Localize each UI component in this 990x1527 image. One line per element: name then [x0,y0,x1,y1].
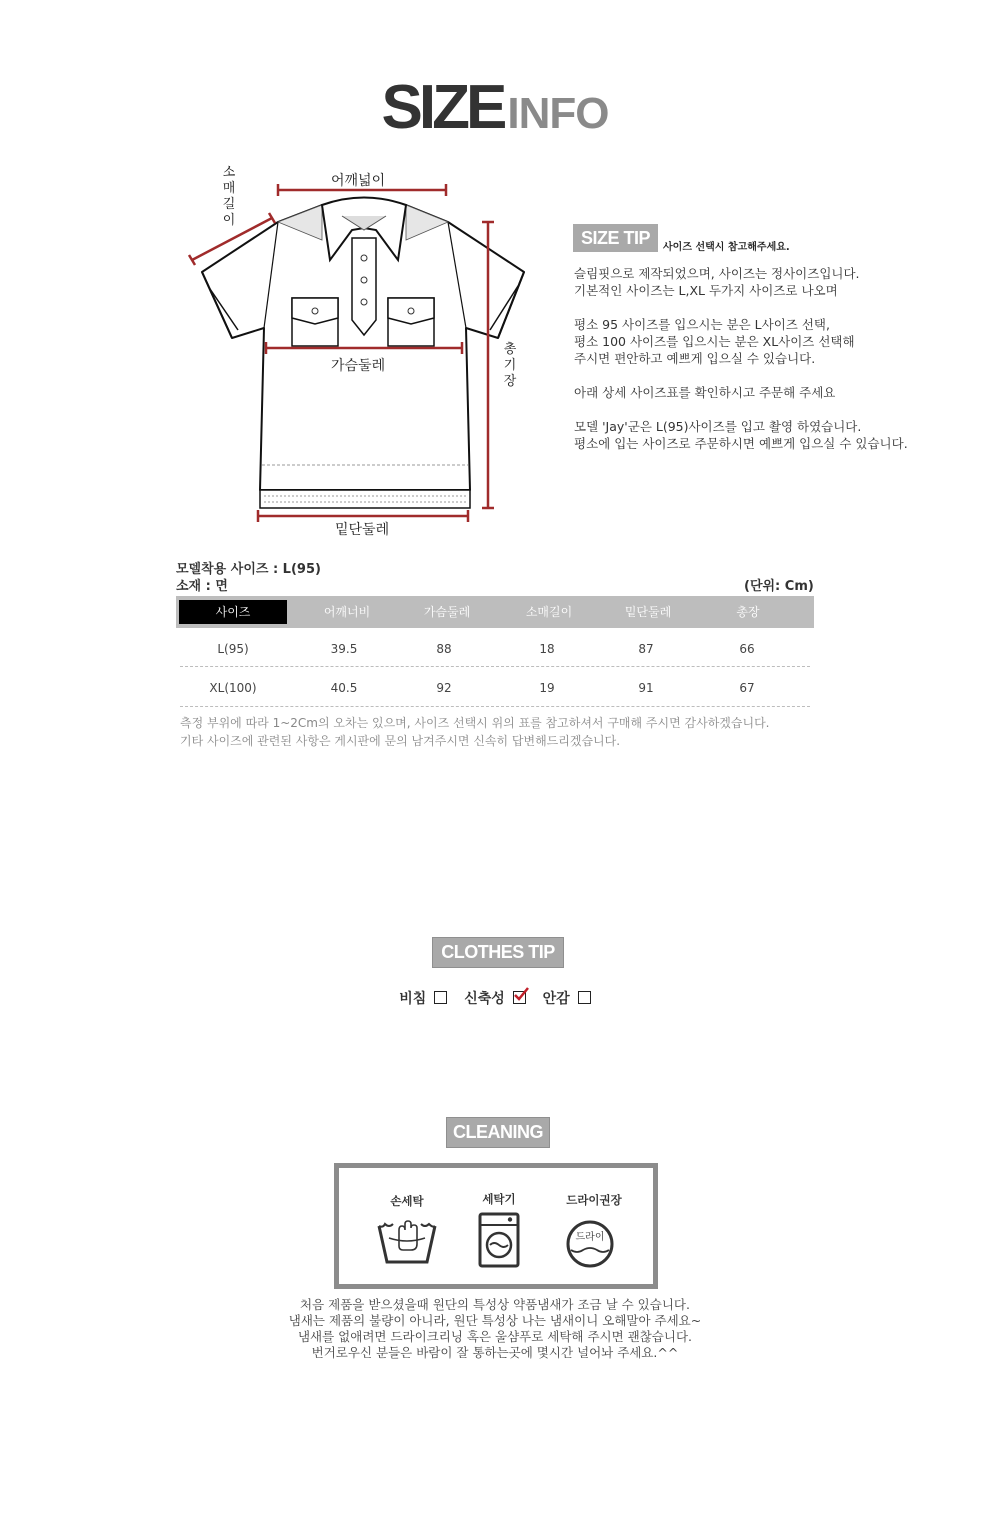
washing-machine-label: 세탁기 [482,1192,516,1206]
dry-clean-icon [563,1218,617,1270]
header-hem: 밑단둘레 [624,605,672,619]
washing-machine-icon [477,1211,521,1269]
row-divider [180,666,810,667]
cleaning-badge: CLEANING [446,1117,550,1148]
size-table-note: 측정 부위에 따라 1~2Cm의 오차는 있으며, 사이즈 선택시 위의 표를 참고하셔서 구매해 주시면 감사하겠습니다. 기타 사이즈에 관련된 사항은 게시판에 문의 남겨주시면 신속히 답변해드리겠습니다. [180,716,770,748]
model-size: 모델착용 사이즈 : L(95) [176,562,321,577]
cleaning-icons-panel [334,1163,658,1289]
check-item-lining: 안감 [543,988,591,1008]
hand-wash-icon [375,1216,439,1266]
cleaning-note: 처음 제품을 받으셨을때 원단의 특성상 약품냄새가 조금 날 수 있습니다. 냄새는 제품의 불량이 아니라, 원단 특성상 나는 냄새이니 오해말아 주세요~ 냄새를 없애려면 드라이크리닝 혹은 울샴푸로 세탁해 주시면 괜찮습니다. 번거로우신 분들은 바람이 잘 통하는곳에 몇시간 널어놔 주세요.^^ [288,1297,702,1360]
label-chest: 가슴둘레 [331,358,386,374]
check-item-stretch: 신축성 [464,988,526,1008]
label-hem: 밑단둘레 [335,522,390,538]
header-shoulder: 어깨너비 [323,605,371,619]
label-sleeve-length: 소 매 길 이 [222,165,236,228]
size-tip-note: 사이즈 선택시 참고해주세요. [663,242,790,253]
size-table-header [176,596,814,628]
table-row: L(95) 39.5 88 18 87 66 [217,642,755,656]
label-shoulder-width: 어깨넓이 [331,173,386,189]
size-tip-badge: SIZE TIP [573,224,658,252]
title-size: SIZE [381,73,504,142]
header-chest: 가슴둘레 [423,605,471,619]
size-tip-text: 슬림핏으로 제작되었으며, 사이즈는 정사이즈입니다. 기본적인 사이즈는 L,XL 두가지 사이즈로 나오며 평소 95 사이즈를 입으시는 분은 L사이즈 선택, 평소 100 사이즈를 입으시는 분은 XL사이즈 선택해 주시면 편안하고 예쁘게 입으실 수 있습니다. 아래 상세 사이즈표를 확인하시고 주문해 주세요 모델 'Jay'군은 L(95)사이즈를 입고 촬영 하였습니다. 평소에 입는 사이즈로 주문하시면 예쁘게 입으실 수 있습니다. [574,266,908,451]
hand-wash-label: 손세탁 [390,1194,424,1208]
clothes-tip-badge: CLOTHES TIP [432,937,564,968]
check-item-transparency: 비침 [399,988,447,1008]
header-sleeve: 소매길이 [525,605,573,619]
dry-clean-icon-text: 드라이 [575,1232,605,1243]
checkbox-icon [578,991,591,1004]
header-size: 사이즈 [179,600,287,624]
header-length: 총장 [736,605,760,619]
page-title [0,72,990,143]
label-total-length: 총 기 장 [503,342,517,389]
row-divider [180,706,810,707]
material: 소재 : 면 [176,579,228,594]
clothes-tip-checks [0,988,990,1008]
dry-clean-label: 드라이권장 [566,1193,622,1207]
model-info [176,561,321,595]
title-info: INFO [507,89,609,138]
table-row: XL(100) 40.5 92 19 91 67 [209,681,755,695]
unit-label: (단위: Cm) [744,579,814,594]
checkbox-icon [434,991,447,1004]
checkbox-checked-icon [513,991,526,1004]
